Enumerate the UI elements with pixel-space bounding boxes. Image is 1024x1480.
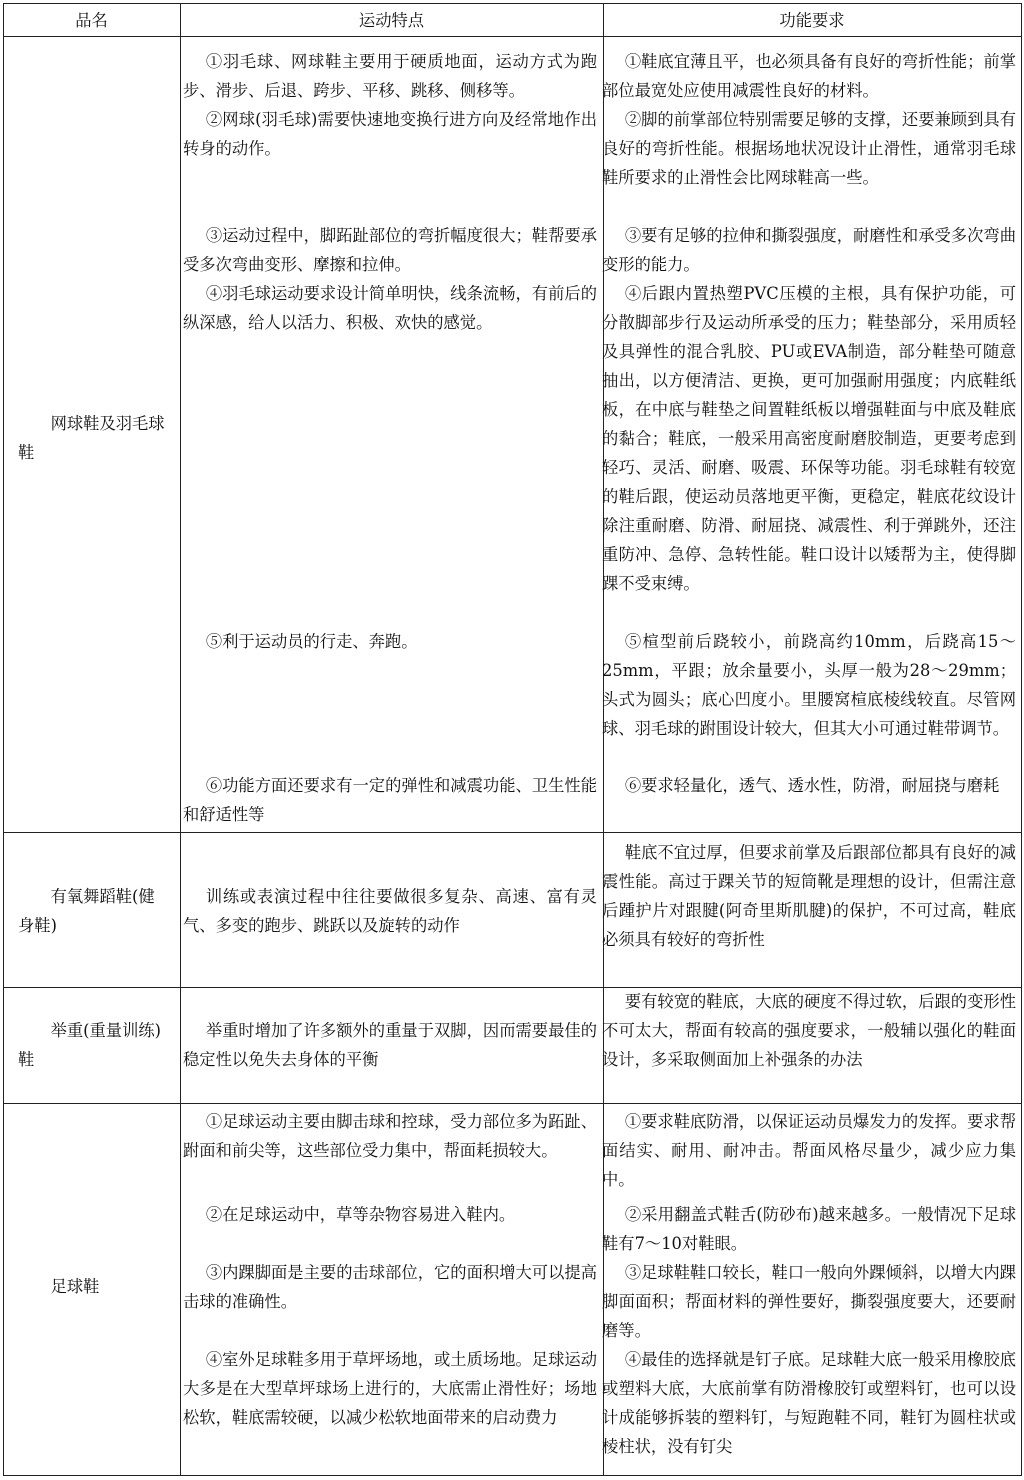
feature-text: ③运动过程中，脚跖趾部位的弯折幅度很大；鞋帮要承受多次弯曲变形、摩擦和拉伸。 <box>183 226 597 274</box>
feature-text: ①羽毛球、网球鞋主要用于硬质地面，运动方式为跑步、滑步、后退、跨步、平移、跳移、侧移等。 <box>183 52 597 100</box>
requirement-text: ①要求鞋底防滑，以保证运动员爆发力的发挥。要求帮面结实、耐用、耐冲击。帮面风格尽量少，减少应力集中。 <box>602 1112 1016 1189</box>
feature-text: 训练或表演过程中往往要做很多复杂、高速、富有灵气、多变的跑步、跳跃以及旋转的动作 <box>183 887 597 935</box>
feature-text: ③内踝脚面是主要的击球部位，它的面积增大可以提高击球的准确性。 <box>183 1263 597 1311</box>
feature-text: ④羽毛球运动要求设计简单明快，线条流畅，有前后的纵深感，给人以活力、积极、欢快的感觉。 <box>183 284 597 332</box>
feature-text: ⑤利于运动员的行走、奔跑。 <box>205 632 418 651</box>
feature-text: ⑥功能方面还要求有一定的弹性和减震功能、卫生性能和舒适性等 <box>183 776 597 824</box>
row-name: 网球鞋及羽毛球鞋 <box>18 414 165 462</box>
row-name: 举重(重量训练)鞋 <box>18 1021 161 1069</box>
requirement-text: ⑥要求轻量化，透气、透水性，防滑，耐屈挠与磨耗 <box>624 776 1000 795</box>
row-name: 有氧舞蹈鞋(健身鞋) <box>18 887 155 935</box>
feature-text: ④室外足球鞋多用于草坪场地，或土质场地。足球运动大多是在大型草坪球场上进行的，大底需止滑性好；场地松软，鞋底需较硬，以减少松软地面带来的启动费力 <box>183 1350 597 1427</box>
feature-text: 举重时增加了许多额外的重量于双脚，因而需要最佳的稳定性以免失去身体的平衡 <box>183 1021 597 1069</box>
feature-text: ②在足球运动中，草等杂物容易进入鞋内。 <box>205 1205 516 1224</box>
requirement-text: ②脚的前掌部位特别需要足够的支撑，还要兼顾到具有良好的弯折性能。根据场地状况设计止滑性，通常羽毛球鞋所要求的止滑性会比网球鞋高一些。 <box>602 110 1016 187</box>
feature-text: ②网球(羽毛球)需要快速地变换行进方向及经常地作出转身的动作。 <box>183 110 597 158</box>
requirement-text: ②采用翻盖式鞋舌(防砂布)越来越多。一般情况下足球鞋有7～10对鞋眼。 <box>602 1205 1016 1253</box>
row-name: 足球鞋 <box>50 1277 100 1296</box>
header-requirements: 功能要求 <box>779 11 845 30</box>
requirement-text: ③要有足够的拉伸和撕裂强度，耐磨性和承受多次弯曲变形的能力。 <box>602 226 1016 274</box>
requirement-text: ③足球鞋鞋口较长，鞋口一般向外踝倾斜，以增大内踝脚面面积；帮面材料的弹性要好，撕裂强度要大，还要耐磨等。 <box>602 1263 1016 1340</box>
header-name: 品名 <box>75 11 108 30</box>
requirement-text: 要有较宽的鞋底，大底的硬度不得过软，后跟的变形性不可太大，帮面有较高的强度要求，一般辅以强化的鞋面设计，多采取侧面加上补强条的办法 <box>602 992 1016 1069</box>
requirement-text: ④后跟内置热塑PVC压模的主根，具有保护功能，可分散脚部步行及运动所承受的压力；鞋垫部分，采用质轻及具弹性的混合乳胶、PU或EVA制造，部分鞋垫可随意抽出，以方便清洁、更换，更可加强耐用强度；内底鞋纸板，在中底与鞋垫之间置鞋纸板以增强鞋面与中底及鞋底的黏合；鞋底，一般采用高密度耐磨胶制造，更要考虑到轻巧、灵活、耐磨、吸震、环保等功能。羽毛球鞋有较宽的鞋后跟，使运动员落地更平衡，更稳定，鞋底花纹设计除注重耐磨、防滑、耐屈挠、减震性、利于弹跳外，还注重防冲、急停、急转性能。鞋口设计以矮帮为主，使得脚踝不受束缚。 <box>602 284 1016 593</box>
requirement-text: ①鞋底宜薄且平，也必须具备有良好的弯折性能；前掌部位最宽处应使用减震性良好的材料。 <box>602 52 1016 100</box>
header-features: 运动特点 <box>358 11 425 30</box>
requirement-text: 鞋底不宜过厚，但要求前掌及后跟部位都具有良好的减震性能。高过于踝关节的短筒靴是理想的设计，但需注意后踵护片对跟腱(阿奇里斯肌腱)的保护，不可过高，鞋底必须具有较好的弯折性 <box>602 843 1016 949</box>
feature-text: ①足球运动主要由脚击球和控球，受力部位多为跖趾、跗面和前尖等，这些部位受力集中，帮面耗损较大。 <box>183 1112 597 1160</box>
requirement-text: ④最佳的选择就是钉子底。足球鞋大底一般采用橡胶底或塑料大底，大底前掌有防滑橡胶钉或塑料钉，也可以设计成能够拆装的塑料钉，与短跑鞋不同，鞋钉为圆柱状或棱柱状，没有钉尖 <box>602 1350 1016 1456</box>
requirement-text: ⑤楦型前后跷较小，前跷高约10mm，后跷高15～25mm，平跟；放余量要小，头厚一般为28～29mm；头式为圆头；底心凹度小。里腰窝楦底棱线较直。尽管网球、羽毛球的跗围设计较大，但其大小可通过鞋带调节。 <box>602 632 1016 738</box>
